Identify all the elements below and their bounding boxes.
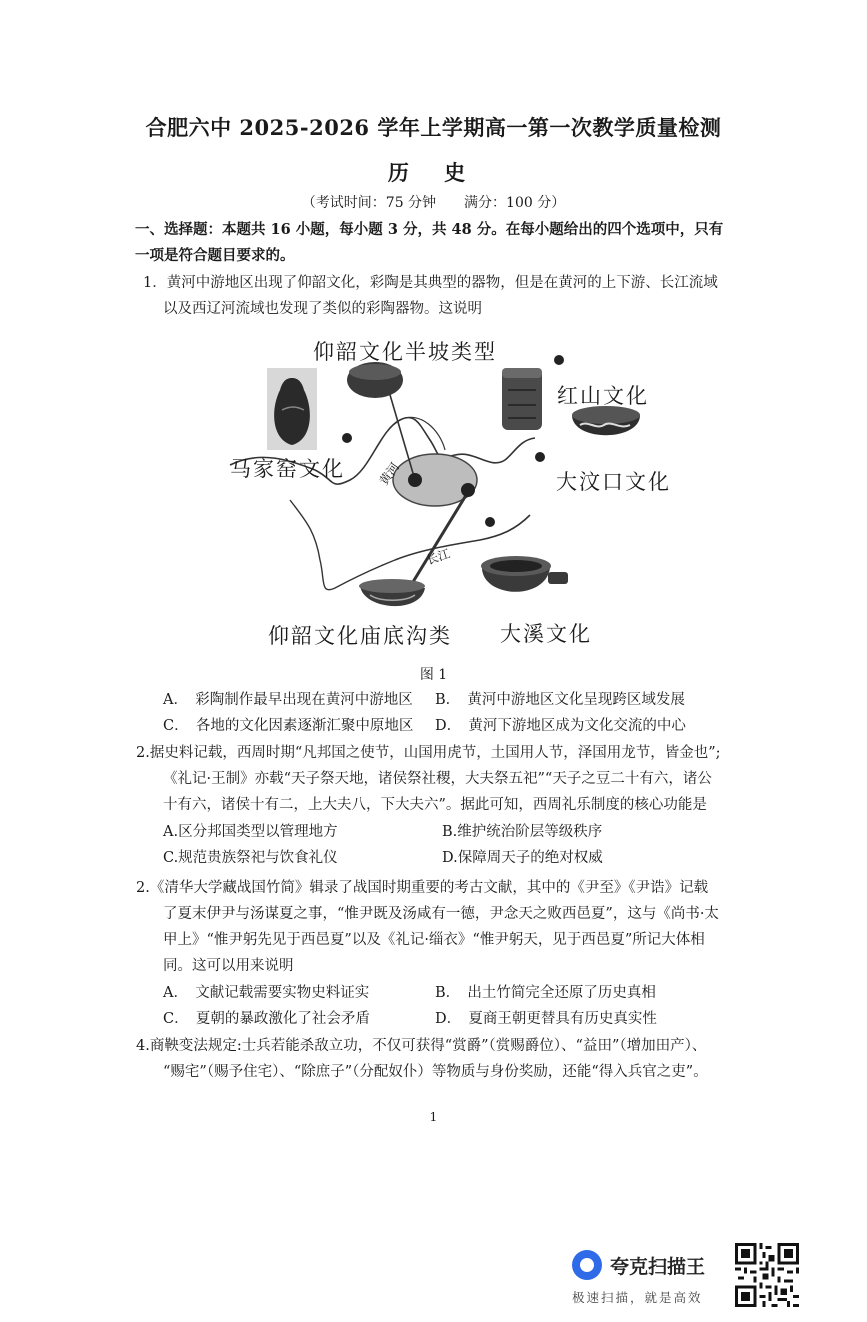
q3-option-a: A． 文献记载需要实物史料证实 (163, 985, 370, 1001)
brand-name: 夸克扫描王 (610, 1256, 706, 1278)
daxi-pot-image (481, 556, 568, 592)
q1-stem: 1．黄河中游地区出现了仰韶文化，彩陶是其典型的器物，但是在黄河的上下游、长江流域 (143, 275, 718, 291)
q3-option-d: D． 夏商王朝更替具有历史真实性 (435, 1011, 657, 1027)
q4-stem: 4.商鞅变法规定:士兵若能杀敌立功，不仅可获得“赏爵”（赏赐爵位）、“益田”（增加田产）、 (136, 1038, 707, 1054)
q2-option-b: B.维护统治阶层等级秩序 (442, 824, 603, 840)
label-miaodigou: 仰韶文化庙底沟类 (268, 624, 452, 648)
q3-stem-cont-2: 甲上》“惟尹躬先见于西邑夏”以及《礼记·缁衣》“惟尹躬天，见于西邑夏”所记大体相 (163, 932, 705, 948)
label-dawenkou: 大汶口文化 (556, 470, 671, 494)
q3-stem-cont-1: 了夏末伊尹与汤谋夏之事，“惟尹既及汤咸有一德，尹念天之败西邑夏”，这与《尚书·太 (163, 906, 719, 922)
marker-central (461, 483, 475, 497)
q2-stem-cont-2: 十有六，诸侯十有二，上大夫八，下大夫六”。据此可知，西周礼乐制度的核心功能是 (163, 797, 707, 813)
q3-option-b: B． 出土竹简完全还原了历史真相 (435, 985, 656, 1001)
quark-logo-icon (572, 1250, 602, 1280)
q2-stem: 2.据史料记载，西周时期“凡邦国之使节，山国用虎节，土国用人节，泽国用龙节，皆金也”; (136, 745, 721, 761)
label-huanghe: 黄河 (376, 459, 403, 488)
qr-code-icon (735, 1243, 799, 1307)
river-branch (400, 417, 445, 450)
yangtze-river-line (395, 515, 530, 560)
q1-option-d: D． 黄河下游地区成为文化交流的中心 (435, 718, 686, 734)
marker-majiayao (342, 433, 352, 443)
majiayao-vase-image (267, 368, 317, 450)
label-changjiang: 长江 (424, 546, 452, 568)
label-majiayao: 马家窑文化 (230, 457, 345, 481)
q2-option-c: C.规范贵族祭祀与饮食礼仪 (163, 850, 338, 866)
hongshan-jar-image (502, 368, 542, 430)
subject-title: 历 史 (387, 160, 480, 185)
q4-stem-cont: “赐宅”（赐予住宅）、“除庶子”（分配奴仆）等物质与身份奖励，还能“得入兵官之吏”。 (163, 1064, 708, 1080)
q3-stem: 2.《清华大学藏战国竹简》辑录了战国时期重要的考古文献，其中的《尹至》《尹诰》记载 (136, 880, 709, 896)
exam-title: 合肥六中 2025-2026 学年上学期高一第一次教学质量检测 (145, 115, 722, 140)
figure-caption: 图 1 (419, 667, 448, 683)
q3-option-c: C． 夏朝的暴政激化了社会矛盾 (163, 1011, 370, 1027)
q2-stem-cont-1: 《礼记·王制》亦载“天子祭天地，诸侯祭社稷，大夫祭五祀”“天子之豆二十有六，诸公 (163, 771, 712, 787)
q2-option-a: A.区分邦国类型以管理地方 (163, 824, 338, 840)
q1-option-b: B． 黄河中游地区文化呈现跨区域发展 (435, 692, 685, 708)
marker-daxi (485, 517, 495, 527)
exam-info: （考试时间：75 分钟 满分：100 分） (301, 195, 566, 211)
q1-option-c: C． 各地的文化因素逐渐汇聚中原地区 (163, 718, 414, 734)
label-daxi: 大溪文化 (500, 622, 592, 646)
label-hongshan: 红山文化 (557, 384, 649, 408)
marker-banpo (408, 473, 422, 487)
q3-stem-cont-3: 同。这可以用来说明 (163, 958, 294, 974)
q1-option-a: A． 彩陶制作最早出现在黄河中游地区 (163, 692, 413, 708)
banpo-bowl-image (347, 362, 403, 398)
dawenkou-bowl-image (572, 406, 640, 435)
miaodigou-bowl-image (359, 579, 425, 606)
section-heading-cont: 一项是符合题目要求的。 (135, 247, 295, 264)
marker-hongshan (554, 355, 564, 365)
page-number: 1 (429, 1110, 438, 1124)
section-heading: 一、选择题：本题共 16 小题，每小题 3 分，共 48 分。在每小题给出的四个选项中，只有 (135, 221, 724, 238)
q2-option-d: D.保障周天子的绝对权威 (442, 850, 603, 866)
marker-dawenkou (535, 452, 545, 462)
q1-stem-cont: 以及西辽河流域也发现了类似的彩陶器物。这说明 (163, 301, 482, 317)
label-yangshao-banpo: 仰韶文化半坡类型 (313, 340, 497, 364)
brand-slogan: 极速扫描，就是高效 (572, 1290, 703, 1305)
west-river-line (290, 500, 395, 590)
